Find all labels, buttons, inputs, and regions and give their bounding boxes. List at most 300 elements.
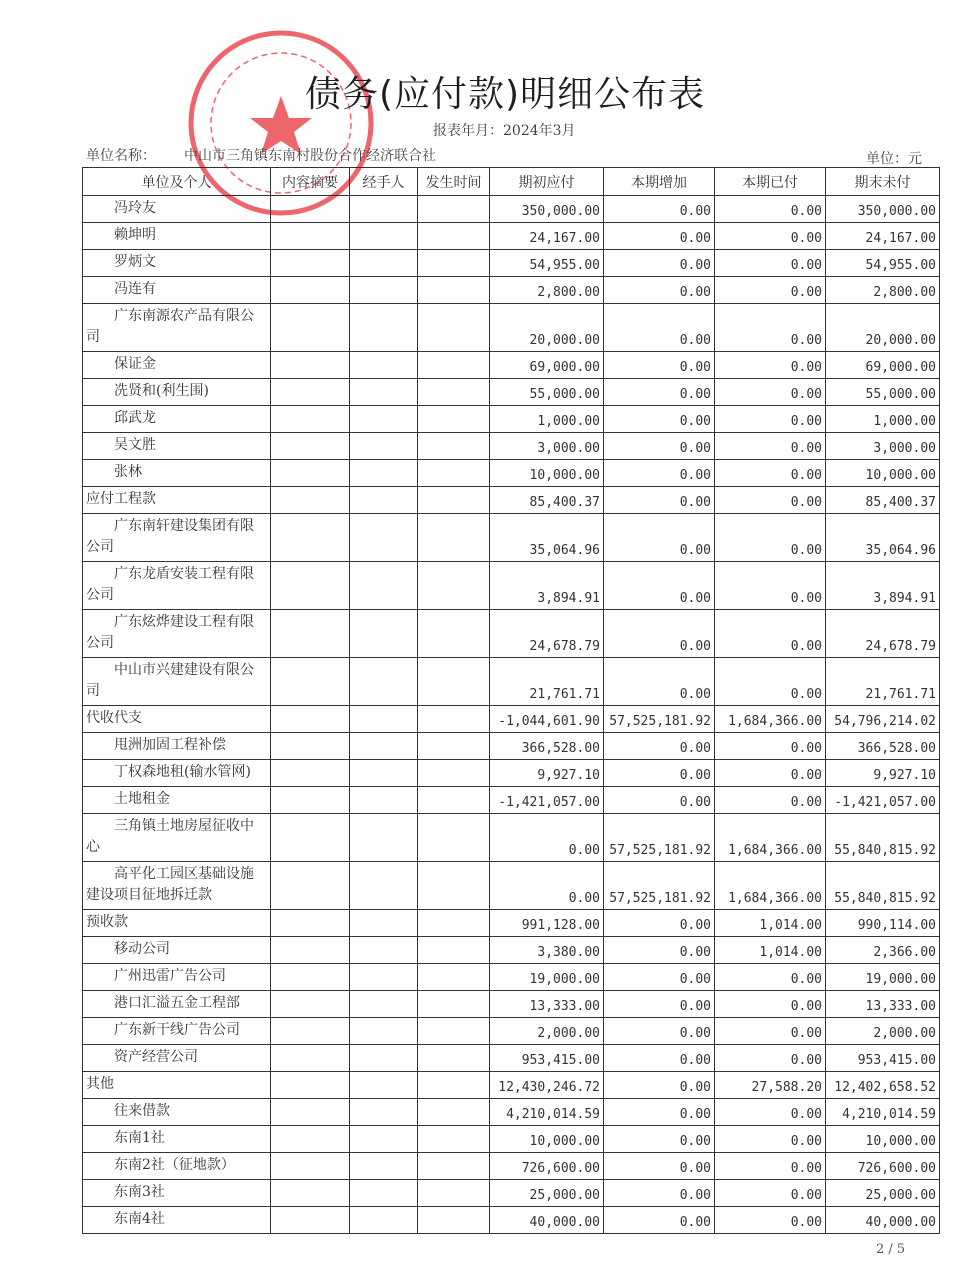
column-header: 期初应付 xyxy=(490,168,604,196)
cell-paid: 0.00 xyxy=(715,991,826,1018)
cell-increase: 0.00 xyxy=(604,760,715,787)
cell-empty xyxy=(350,1180,418,1207)
cell-closing: 4,210,014.59 xyxy=(826,1099,940,1126)
cell-name: 保证金 xyxy=(83,352,271,379)
cell-name: 张林 xyxy=(83,460,271,487)
cell-opening: 3,000.00 xyxy=(490,433,604,460)
cell-empty xyxy=(350,460,418,487)
cell-paid: 1,684,366.00 xyxy=(715,814,826,862)
cell-closing: 40,000.00 xyxy=(826,1207,940,1234)
cell-empty xyxy=(418,787,490,814)
cell-paid: 0.00 xyxy=(715,352,826,379)
cell-empty xyxy=(271,733,350,760)
cell-empty xyxy=(350,610,418,658)
cell-paid: 27,588.20 xyxy=(715,1072,826,1099)
table-row xyxy=(83,277,940,304)
table-row xyxy=(83,610,940,658)
table-row xyxy=(83,964,940,991)
cell-empty xyxy=(271,787,350,814)
cell-closing: 726,600.00 xyxy=(826,1153,940,1180)
cell-increase: 0.00 xyxy=(604,1045,715,1072)
cell-empty xyxy=(271,487,350,514)
cell-empty xyxy=(350,1018,418,1045)
cell-paid: 0.00 xyxy=(715,562,826,610)
table-row xyxy=(83,1207,940,1234)
cell-empty xyxy=(271,658,350,706)
cell-empty xyxy=(418,1072,490,1099)
cell-empty xyxy=(418,910,490,937)
table-row xyxy=(83,1099,940,1126)
cell-name: 赖坤明 xyxy=(83,223,271,250)
cell-increase: 0.00 xyxy=(604,562,715,610)
cell-increase: 0.00 xyxy=(604,514,715,562)
cell-opening: 10,000.00 xyxy=(490,460,604,487)
cell-empty xyxy=(350,487,418,514)
cell-empty xyxy=(271,1045,350,1072)
cell-empty xyxy=(271,937,350,964)
cell-closing: 2,366.00 xyxy=(826,937,940,964)
cell-paid: 0.00 xyxy=(715,1018,826,1045)
cell-opening: 12,430,246.72 xyxy=(490,1072,604,1099)
cell-paid: 1,014.00 xyxy=(715,937,826,964)
cell-empty xyxy=(418,1153,490,1180)
cell-closing: 990,114.00 xyxy=(826,910,940,937)
cell-empty xyxy=(350,733,418,760)
cell-empty xyxy=(418,304,490,352)
cell-increase: 0.00 xyxy=(604,250,715,277)
cell-closing: 85,400.37 xyxy=(826,487,940,514)
cell-empty xyxy=(271,1072,350,1099)
cell-paid: 0.00 xyxy=(715,277,826,304)
cell-increase: 0.00 xyxy=(604,937,715,964)
cell-empty xyxy=(350,406,418,433)
cell-increase: 0.00 xyxy=(604,1180,715,1207)
cell-opening: 2,000.00 xyxy=(490,1018,604,1045)
cell-empty xyxy=(350,514,418,562)
cell-closing: 3,894.91 xyxy=(826,562,940,610)
cell-empty xyxy=(271,1018,350,1045)
cell-name: 东南2社（征地款） xyxy=(83,1153,271,1180)
cell-increase: 0.00 xyxy=(604,487,715,514)
cell-empty xyxy=(418,964,490,991)
cell-closing: 19,000.00 xyxy=(826,964,940,991)
cell-paid: 0.00 xyxy=(715,1126,826,1153)
cell-opening: 4,210,014.59 xyxy=(490,1099,604,1126)
cell-empty xyxy=(271,1207,350,1234)
cell-name: 吴文胜 xyxy=(83,433,271,460)
column-header: 单位及个人 xyxy=(83,168,271,196)
cell-opening: 20,000.00 xyxy=(490,304,604,352)
cell-empty xyxy=(350,814,418,862)
cell-opening: 13,333.00 xyxy=(490,991,604,1018)
cell-empty xyxy=(350,250,418,277)
cell-name: 预收款 xyxy=(83,910,271,937)
cell-empty xyxy=(418,862,490,910)
cell-opening: 24,167.00 xyxy=(490,223,604,250)
cell-empty xyxy=(418,352,490,379)
cell-closing: 24,167.00 xyxy=(826,223,940,250)
cell-empty xyxy=(418,406,490,433)
cell-paid: 1,014.00 xyxy=(715,910,826,937)
cell-empty xyxy=(418,814,490,862)
cell-paid: 0.00 xyxy=(715,787,826,814)
table-row xyxy=(83,250,940,277)
cell-closing: 54,955.00 xyxy=(826,250,940,277)
cell-closing: 35,064.96 xyxy=(826,514,940,562)
table-row xyxy=(83,1072,940,1099)
cell-name: 代收代支 xyxy=(83,706,271,733)
cell-opening: 25,000.00 xyxy=(490,1180,604,1207)
cell-paid: 0.00 xyxy=(715,1045,826,1072)
cell-increase: 0.00 xyxy=(604,196,715,223)
cell-closing: 12,402,658.52 xyxy=(826,1072,940,1099)
cell-empty xyxy=(418,250,490,277)
cell-opening: 40,000.00 xyxy=(490,1207,604,1234)
currency-unit: 单位：元 xyxy=(866,151,922,167)
table-row xyxy=(83,1153,940,1180)
table-header xyxy=(83,168,940,196)
cell-empty xyxy=(271,814,350,862)
cell-empty xyxy=(271,1126,350,1153)
cell-paid: 0.00 xyxy=(715,460,826,487)
table-row xyxy=(83,304,940,352)
cell-paid: 0.00 xyxy=(715,1153,826,1180)
cell-closing: 2,000.00 xyxy=(826,1018,940,1045)
cell-paid: 0.00 xyxy=(715,964,826,991)
cell-increase: 0.00 xyxy=(604,1018,715,1045)
cell-empty xyxy=(271,196,350,223)
cell-name: 东南4社 xyxy=(83,1207,271,1234)
cell-empty xyxy=(350,304,418,352)
column-header: 期末未付 xyxy=(826,168,940,196)
cell-empty xyxy=(350,1207,418,1234)
cell-paid: 1,684,366.00 xyxy=(715,706,826,733)
cell-name: 港口汇溢五金工程部 xyxy=(83,991,271,1018)
cell-increase: 57,525,181.92 xyxy=(604,814,715,862)
cell-name: 罗炳文 xyxy=(83,250,271,277)
cell-name: 冯玲友 xyxy=(83,196,271,223)
cell-increase: 0.00 xyxy=(604,964,715,991)
cell-opening: -1,421,057.00 xyxy=(490,787,604,814)
cell-paid: 0.00 xyxy=(715,223,826,250)
cell-opening: 10,000.00 xyxy=(490,1126,604,1153)
cell-empty xyxy=(350,937,418,964)
cell-name: 移动公司 xyxy=(83,937,271,964)
cell-closing: 21,761.71 xyxy=(826,658,940,706)
cell-empty xyxy=(418,1018,490,1045)
cell-empty xyxy=(418,610,490,658)
column-header: 发生时间 xyxy=(418,168,490,196)
cell-increase: 0.00 xyxy=(604,991,715,1018)
cell-opening: 69,000.00 xyxy=(490,352,604,379)
cell-increase: 0.00 xyxy=(604,1126,715,1153)
table-row xyxy=(83,1180,940,1207)
cell-paid: 0.00 xyxy=(715,658,826,706)
cell-empty xyxy=(350,1072,418,1099)
cell-closing: -1,421,057.00 xyxy=(826,787,940,814)
cell-empty xyxy=(271,304,350,352)
cell-paid: 0.00 xyxy=(715,406,826,433)
cell-paid: 0.00 xyxy=(715,487,826,514)
cell-closing: 55,000.00 xyxy=(826,379,940,406)
cell-opening: 35,064.96 xyxy=(490,514,604,562)
table-row xyxy=(83,406,940,433)
cell-increase: 57,525,181.92 xyxy=(604,706,715,733)
cell-empty xyxy=(418,223,490,250)
cell-closing: 55,840,815.92 xyxy=(826,862,940,910)
cell-closing: 55,840,815.92 xyxy=(826,814,940,862)
cell-increase: 57,525,181.92 xyxy=(604,862,715,910)
cell-increase: 0.00 xyxy=(604,610,715,658)
cell-closing: 953,415.00 xyxy=(826,1045,940,1072)
cell-name: 甩洲加固工程补偿 xyxy=(83,733,271,760)
cell-empty xyxy=(271,352,350,379)
cell-empty xyxy=(350,562,418,610)
cell-empty xyxy=(418,433,490,460)
cell-paid: 0.00 xyxy=(715,760,826,787)
cell-increase: 0.00 xyxy=(604,304,715,352)
cell-empty xyxy=(418,487,490,514)
cell-empty xyxy=(350,223,418,250)
cell-name: 冼贤和(利生围) xyxy=(83,379,271,406)
cell-empty xyxy=(418,460,490,487)
table-row xyxy=(83,1045,940,1072)
cell-empty xyxy=(271,1153,350,1180)
cell-empty xyxy=(271,460,350,487)
cell-closing: 3,000.00 xyxy=(826,433,940,460)
cell-increase: 0.00 xyxy=(604,910,715,937)
cell-empty xyxy=(418,379,490,406)
cell-empty xyxy=(418,1099,490,1126)
table-row xyxy=(83,991,940,1018)
cell-empty xyxy=(271,910,350,937)
cell-empty xyxy=(350,1126,418,1153)
cell-opening: 3,380.00 xyxy=(490,937,604,964)
cell-opening: -1,044,601.90 xyxy=(490,706,604,733)
cell-opening: 55,000.00 xyxy=(490,379,604,406)
cell-opening: 991,128.00 xyxy=(490,910,604,937)
cell-empty xyxy=(418,991,490,1018)
cell-opening: 24,678.79 xyxy=(490,610,604,658)
cell-increase: 0.00 xyxy=(604,352,715,379)
unit-name: 中山市三角镇东南村股份合作经济联合社 xyxy=(184,148,436,164)
table-row xyxy=(83,487,940,514)
cell-empty xyxy=(418,514,490,562)
cell-empty xyxy=(350,277,418,304)
cell-empty xyxy=(271,706,350,733)
cell-empty xyxy=(418,658,490,706)
cell-empty xyxy=(271,562,350,610)
cell-empty xyxy=(350,379,418,406)
table-row xyxy=(83,433,940,460)
cell-increase: 0.00 xyxy=(604,223,715,250)
cell-name: 邱武龙 xyxy=(83,406,271,433)
cell-increase: 0.00 xyxy=(604,433,715,460)
cell-paid: 1,684,366.00 xyxy=(715,862,826,910)
cell-name: 东南3社 xyxy=(83,1180,271,1207)
cell-empty xyxy=(271,760,350,787)
cell-opening: 0.00 xyxy=(490,862,604,910)
cell-opening: 2,800.00 xyxy=(490,277,604,304)
cell-opening: 9,927.10 xyxy=(490,760,604,787)
cell-increase: 0.00 xyxy=(604,1099,715,1126)
cell-paid: 0.00 xyxy=(715,514,826,562)
cell-paid: 0.00 xyxy=(715,1180,826,1207)
document-title: 债务(应付款)明细公布表 xyxy=(305,74,706,115)
cell-closing: 10,000.00 xyxy=(826,460,940,487)
cell-name: 往来借款 xyxy=(83,1099,271,1126)
cell-opening: 54,955.00 xyxy=(490,250,604,277)
cell-name: 广东龙盾安装工程有限公司 xyxy=(83,562,271,610)
cell-opening: 21,761.71 xyxy=(490,658,604,706)
cell-empty xyxy=(271,223,350,250)
cell-closing: 10,000.00 xyxy=(826,1126,940,1153)
cell-empty xyxy=(350,862,418,910)
cell-empty xyxy=(271,379,350,406)
table-row xyxy=(83,460,940,487)
table-row xyxy=(83,352,940,379)
cell-empty xyxy=(350,196,418,223)
report-period: 报表年月：2024年3月 xyxy=(433,123,576,139)
cell-empty xyxy=(350,760,418,787)
cell-opening: 1,000.00 xyxy=(490,406,604,433)
table-row xyxy=(83,658,940,706)
page-number: 2 / 5 xyxy=(876,1242,906,1257)
table-row xyxy=(83,514,940,562)
cell-empty xyxy=(350,433,418,460)
cell-closing: 24,678.79 xyxy=(826,610,940,658)
cell-opening: 350,000.00 xyxy=(490,196,604,223)
cell-paid: 0.00 xyxy=(715,304,826,352)
cell-name: 广东新干线广告公司 xyxy=(83,1018,271,1045)
cell-empty xyxy=(350,352,418,379)
cell-empty xyxy=(350,787,418,814)
cell-name: 三角镇土地房屋征收中心 xyxy=(83,814,271,862)
cell-paid: 0.00 xyxy=(715,1207,826,1234)
cell-empty xyxy=(271,964,350,991)
cell-increase: 0.00 xyxy=(604,460,715,487)
cell-empty xyxy=(350,964,418,991)
cell-closing: 366,528.00 xyxy=(826,733,940,760)
cell-empty xyxy=(418,1045,490,1072)
cell-name: 高平化工园区基础设施建设项目征地拆迁款 xyxy=(83,862,271,910)
table-row xyxy=(83,706,940,733)
table-row xyxy=(83,760,940,787)
table-row xyxy=(83,223,940,250)
cell-closing: 350,000.00 xyxy=(826,196,940,223)
cell-empty xyxy=(418,733,490,760)
cell-name: 中山市兴建建设有限公司 xyxy=(83,658,271,706)
cell-increase: 0.00 xyxy=(604,733,715,760)
column-header: 内容摘要 xyxy=(271,168,350,196)
cell-opening: 19,000.00 xyxy=(490,964,604,991)
cell-paid: 0.00 xyxy=(715,733,826,760)
cell-opening: 0.00 xyxy=(490,814,604,862)
cell-empty xyxy=(418,196,490,223)
cell-empty xyxy=(418,1126,490,1153)
cell-name: 应付工程款 xyxy=(83,487,271,514)
cell-empty xyxy=(271,991,350,1018)
cell-empty xyxy=(271,433,350,460)
table-row xyxy=(83,562,940,610)
column-header: 本期增加 xyxy=(604,168,715,196)
column-header: 本期已付 xyxy=(715,168,826,196)
cell-empty xyxy=(418,1180,490,1207)
unit-name-label: 单位名称： xyxy=(86,148,156,164)
cell-empty xyxy=(418,277,490,304)
table-row xyxy=(83,937,940,964)
cell-name: 土地租金 xyxy=(83,787,271,814)
cell-increase: 0.00 xyxy=(604,658,715,706)
table-row xyxy=(83,733,940,760)
cell-paid: 0.00 xyxy=(715,196,826,223)
cell-empty xyxy=(418,562,490,610)
cell-opening: 85,400.37 xyxy=(490,487,604,514)
cell-name: 资产经营公司 xyxy=(83,1045,271,1072)
cell-increase: 0.00 xyxy=(604,277,715,304)
cell-name: 丁权森地租(输水管网) xyxy=(83,760,271,787)
cell-empty xyxy=(350,1045,418,1072)
table-row xyxy=(83,787,940,814)
table-row xyxy=(83,910,940,937)
cell-opening: 953,415.00 xyxy=(490,1045,604,1072)
payables-table xyxy=(82,167,940,1234)
cell-name: 广东南源农产品有限公司 xyxy=(83,304,271,352)
cell-increase: 0.00 xyxy=(604,1153,715,1180)
cell-empty xyxy=(271,277,350,304)
cell-closing: 1,000.00 xyxy=(826,406,940,433)
cell-increase: 0.00 xyxy=(604,787,715,814)
cell-paid: 0.00 xyxy=(715,610,826,658)
cell-increase: 0.00 xyxy=(604,379,715,406)
cell-name: 其他 xyxy=(83,1072,271,1099)
cell-empty xyxy=(271,1180,350,1207)
table-row xyxy=(83,862,940,910)
cell-empty xyxy=(271,610,350,658)
cell-closing: 2,800.00 xyxy=(826,277,940,304)
cell-opening: 726,600.00 xyxy=(490,1153,604,1180)
cell-empty xyxy=(271,406,350,433)
cell-empty xyxy=(271,514,350,562)
cell-empty xyxy=(418,760,490,787)
cell-increase: 0.00 xyxy=(604,406,715,433)
cell-empty xyxy=(418,706,490,733)
cell-empty xyxy=(271,862,350,910)
table-row xyxy=(83,379,940,406)
cell-empty xyxy=(418,937,490,964)
cell-paid: 0.00 xyxy=(715,1099,826,1126)
cell-paid: 0.00 xyxy=(715,250,826,277)
cell-increase: 0.00 xyxy=(604,1207,715,1234)
cell-closing: 54,796,214.02 xyxy=(826,706,940,733)
cell-name: 广东炫烨建设工程有限公司 xyxy=(83,610,271,658)
cell-closing: 25,000.00 xyxy=(826,1180,940,1207)
cell-name: 广东南轩建设集团有限公司 xyxy=(83,514,271,562)
cell-paid: 0.00 xyxy=(715,379,826,406)
cell-opening: 3,894.91 xyxy=(490,562,604,610)
cell-empty xyxy=(350,706,418,733)
table-row xyxy=(83,1018,940,1045)
cell-empty xyxy=(418,1207,490,1234)
cell-name: 广州迅雷广告公司 xyxy=(83,964,271,991)
cell-closing: 9,927.10 xyxy=(826,760,940,787)
table-row xyxy=(83,814,940,862)
cell-name: 冯连有 xyxy=(83,277,271,304)
cell-closing: 69,000.00 xyxy=(826,352,940,379)
table-row xyxy=(83,196,940,223)
cell-increase: 0.00 xyxy=(604,1072,715,1099)
table-row xyxy=(83,1126,940,1153)
